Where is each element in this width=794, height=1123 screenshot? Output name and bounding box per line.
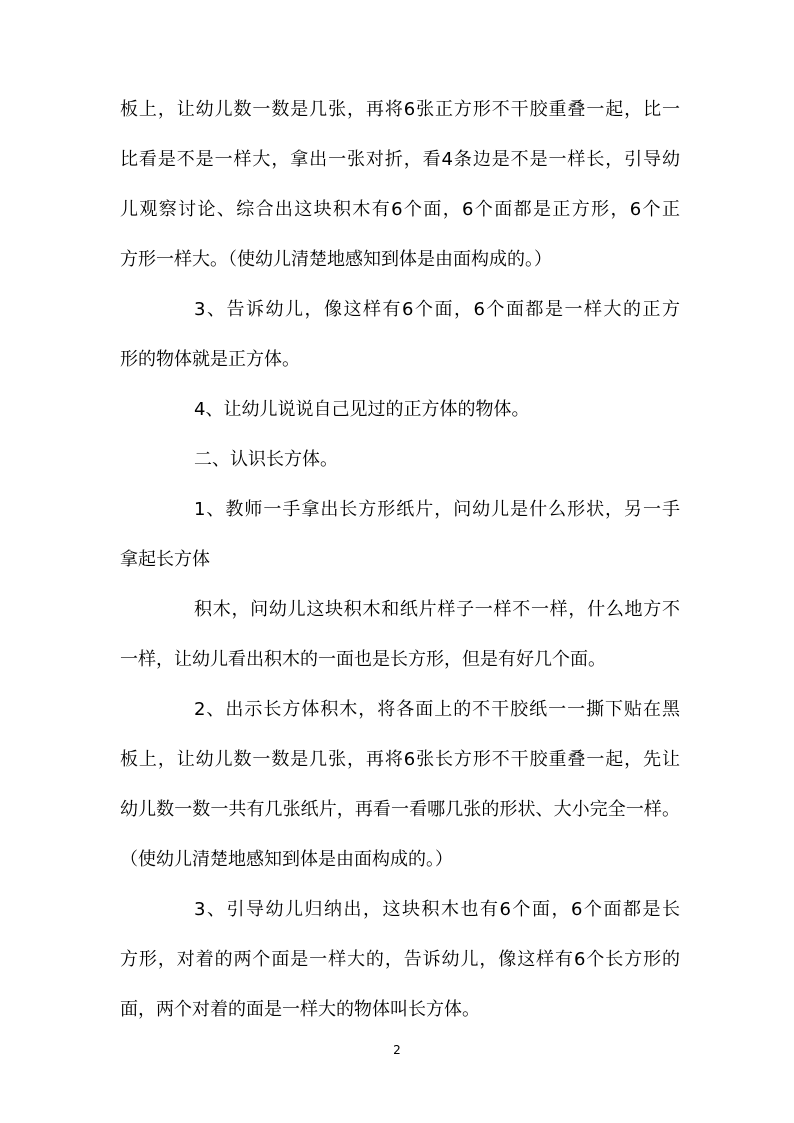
section-heading: 二、认识长方体。	[194, 449, 338, 470]
text-line: （使幼儿清楚地感知到体是由面构成的。）	[120, 849, 453, 870]
text-line: 4、让幼儿说说自己见过的正方体的物体。	[194, 399, 530, 420]
text-line: 拿起长方体	[120, 549, 210, 570]
text-line: 板上，让幼儿数一数是几张，再将6张长方形不干胶重叠一起，先让	[120, 749, 680, 770]
text-line: 形的物体就是正方体。	[120, 349, 300, 370]
text-line: 儿观察讨论、综合出这块积木有6个面，6个面都是正方形，6个正	[120, 199, 680, 220]
page-number: 2	[393, 1043, 401, 1057]
text-line: 比看是不是一样大，拿出一张对折，看4条边是不是一样长，引导幼	[120, 149, 680, 170]
text-line: 面，两个对着的面是一样大的物体叫长方体。	[120, 999, 480, 1020]
text-line: 一样，让幼儿看出积木的一面也是长方形，但是有好几个面。	[120, 649, 606, 670]
text-line: 积木，问幼儿这块积木和纸片样子一样不一样，什么地方不	[194, 599, 680, 620]
text-line: 3、引导幼儿归纳出，这块积木也有6个面，6个面都是长	[194, 899, 680, 920]
text-line: 2、出示长方体积木，将各面上的不干胶纸一一撕下贴在黑	[194, 699, 680, 720]
text-line: 方形一样大。（使幼儿清楚地感知到体是由面构成的。）	[120, 249, 552, 270]
text-line: 3、告诉幼儿，像这样有6个面，6个面都是一样大的正方	[194, 299, 680, 320]
text-line: 1、教师一手拿出长方形纸片，问幼儿是什么形状，另一手	[194, 499, 680, 520]
text-line: 板上，让幼儿数一数是几张，再将6张正方形不干胶重叠一起，比一	[120, 99, 680, 120]
text-line: 方形，对着的两个面是一样大的，告诉幼儿，像这样有6个长方形的	[120, 949, 680, 970]
text-line: 幼儿数一数一共有几张纸片，再看一看哪几张的形状、大小完全一样。	[120, 799, 680, 820]
